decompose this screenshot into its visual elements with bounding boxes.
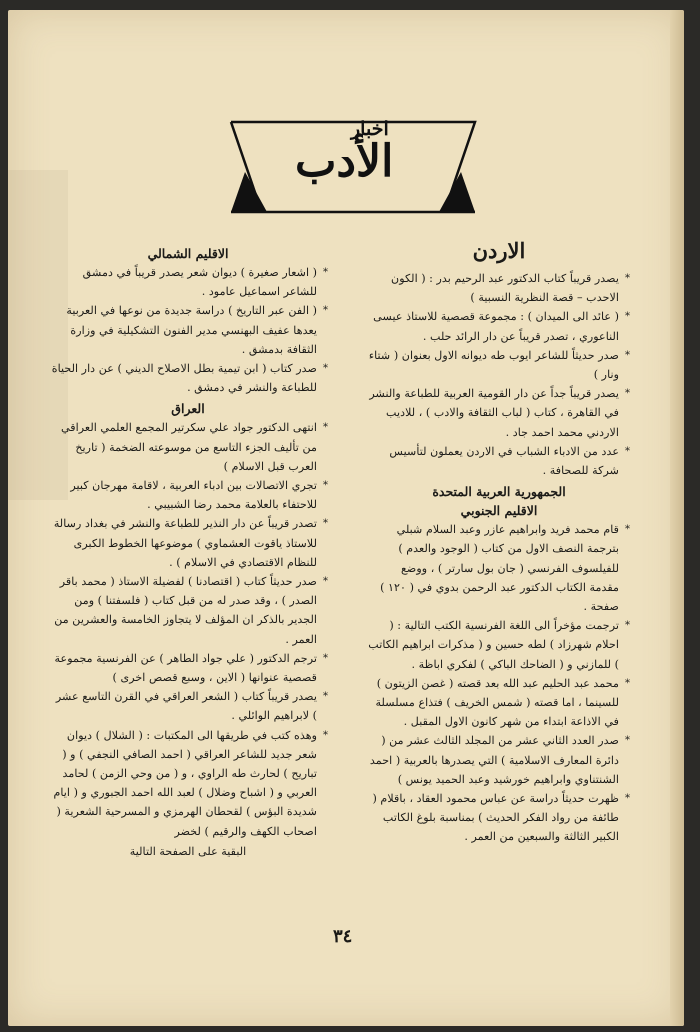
list-item: * ظهرت حديثاً دراسة عن عباس محمود العقاد ، باقلام ( طائفة من رواد الفكر الحديث ) بمناسبة بلوغ الكاتب الكبير الثالثة والسبعين من العمر . <box>372 792 630 844</box>
continued-note: البقية على الصفحة التالية <box>129 844 247 858</box>
jordan-news-list <box>368 269 630 480</box>
list-item: * صدر حديثاً كتاب ( اقتصادنا ) لفضيلة الاستاذ ( محمد باقر الصدر ) ، وقد صدر له من قبل كتاب ( فلسفتنا ) ومن الجدير بالذكر ان المؤلف لا يتجاوز الخامسة والعشرين من العمر . <box>54 575 328 646</box>
list-item: * قام محمد فريد وابراهيم عازر وعبد السلام شبلي بترجمة النصف الاول من كتاب ( الوجود والعدم ) للفيلسوف الفرنسي ( جان بول سارتر ) ، ووضع مقدمة الكتاب الدكتور عبد الرحمن بدوي في ( ١٢٠ ) صفحة . <box>380 523 630 614</box>
jordan-heading: الاردن <box>472 238 526 263</box>
list-item: * تجري الاتصالات بين ادباء العربية ، لاقامة مهرجان كبير للاحتفاء بالعلامة محمد رضا الشبيبي . <box>70 479 328 512</box>
southern-region-heading: الاقليم الجنوبي <box>460 503 538 519</box>
list-item: * انتهى الدكتور جواد علي سكرتير المجمع العلمي العراقي من تأليف الجزء التاسع من موسوعته الضخمة ( تاريخ العرب قبل الاسلام ) <box>60 421 328 473</box>
right-column <box>368 238 630 847</box>
iraq-news-list <box>48 418 328 840</box>
list-item: * صدر العدد الثاني عشر من المجلد الثالث عشر من ( دائرة المعارف الاسلامية ) التي يصدرها بالعربية ( احمد الشنتناوي وابراهيم خورشيد وعبد الحميد يونس ) <box>369 734 630 786</box>
uar-heading: الجمهورية العربية المتحدة <box>432 484 566 500</box>
page-number: ٣٤ <box>333 926 353 947</box>
list-item: * يصدر قريباً كتاب ( الشعر العراقي في القرن التاسع عشر ) لابراهيم الوائلي . <box>55 690 328 723</box>
northern-news-list <box>48 263 328 397</box>
northern-region-heading: الاقليم الشمالي <box>147 246 229 261</box>
magazine-page <box>8 10 684 1026</box>
left-column <box>48 242 328 861</box>
list-item: * عدد من الادباء الشباب في الاردن يعملون لتأسيس شركة للصحافة . <box>389 444 630 478</box>
banner-title: الأدب <box>295 136 394 187</box>
list-item: * يصدر قريباً جداً عن دار القومية العربية للطباعة والنشر في القاهرة ، كتاب ( لباب الثقافة والادب ) ، للاديب الاردني محمد احمد جاد . <box>369 387 630 439</box>
list-item: * يصدر قريباً كتاب الدكتور عبد الرحيم بدر : ( الكون الاحدب – قصة النظرية النسبية ) <box>391 272 630 305</box>
southern-news-list <box>368 520 630 846</box>
list-item: * ( عائد الى الميدان ) : مجموعة قصصية للاستاذ عيسى الناعوري ، تصدر قريباً عن دار الرائد حلب . <box>373 310 630 343</box>
list-item: * صدر حديثاً للشاعر ايوب طه ديوانه الاول بعنوان ( شتاء ونار ) <box>368 348 630 382</box>
list-item: * تصدر قريباً عن دار النذير للطباعة والنشر في بغداد رسالة للاستاذ ياقوت العشماوي ) موضوعها الخطوط الكبرى للنظام الاقتصادي في الاسلام ) . <box>53 517 328 569</box>
list-item: * ( اشعار صغيرة ) ديوان شعر يصدر قريباً في دمشق للشاعر اسماعيل عامود . <box>82 266 328 299</box>
list-item: * ( الفن عبر التاريخ ) دراسة جديدة من نوعها في العربية يعدها عفيف البهنسي مدير الفنون التشكيلية في وزارة الثقافة بدمشق . <box>66 304 328 356</box>
list-item: * صدر كتاب ( ابن تيمية بطل الاصلاح الديني ) عن دار الحياة للطباعة والنشر في دمشق . <box>51 362 328 395</box>
list-item: * محمد عبد الحليم عبد الله بعد قصته ( غصن الزيتون ) للسينما ، اما قصته ( شمس الخريف ) فتذاع مسلسلة في الاذاعة ابتداء من شهر كانون الاول المقبل . <box>375 676 630 729</box>
banner-subtitle: اخبار <box>351 118 389 140</box>
iraq-heading: العراق <box>171 401 205 417</box>
section-banner <box>223 110 483 225</box>
page-spine-edge <box>670 10 684 1026</box>
list-item: * ترجمت مؤخراً الى اللغة الفرنسية الكتب التالية : ( احلام شهرزاد ) لطه حسين و ( مذكرات ابراهيم الكاتب ) للمازني و ( الضاحك الباكي ) لفكري اباظة . <box>368 619 630 671</box>
list-item: * ترجم الدكتور ( علي جواد الطاهر ) عن الفرنسية مجموعة قصصية عنوانها ( الاين ، وسبع قصص اخرى ) <box>54 651 328 685</box>
list-item: * وهذه كتب في طريقها الى المكتبات : ( الشلال ) ديوان شعر جديد للشاعر العراقي ( احمد الصافي النجفي ) و ( تباريح ) لحارث طه الراوي ، و ( من وحي الزمن ) لحامد العربي و ( اشباح وضلال ) لعبد الله احمد الجبوري و ( ايام شديدة البؤس ) لقحطان الهرمزي و المسرحية الشعرية ( اصحاب الكهف والرقيم ) لخضر <box>53 728 328 838</box>
